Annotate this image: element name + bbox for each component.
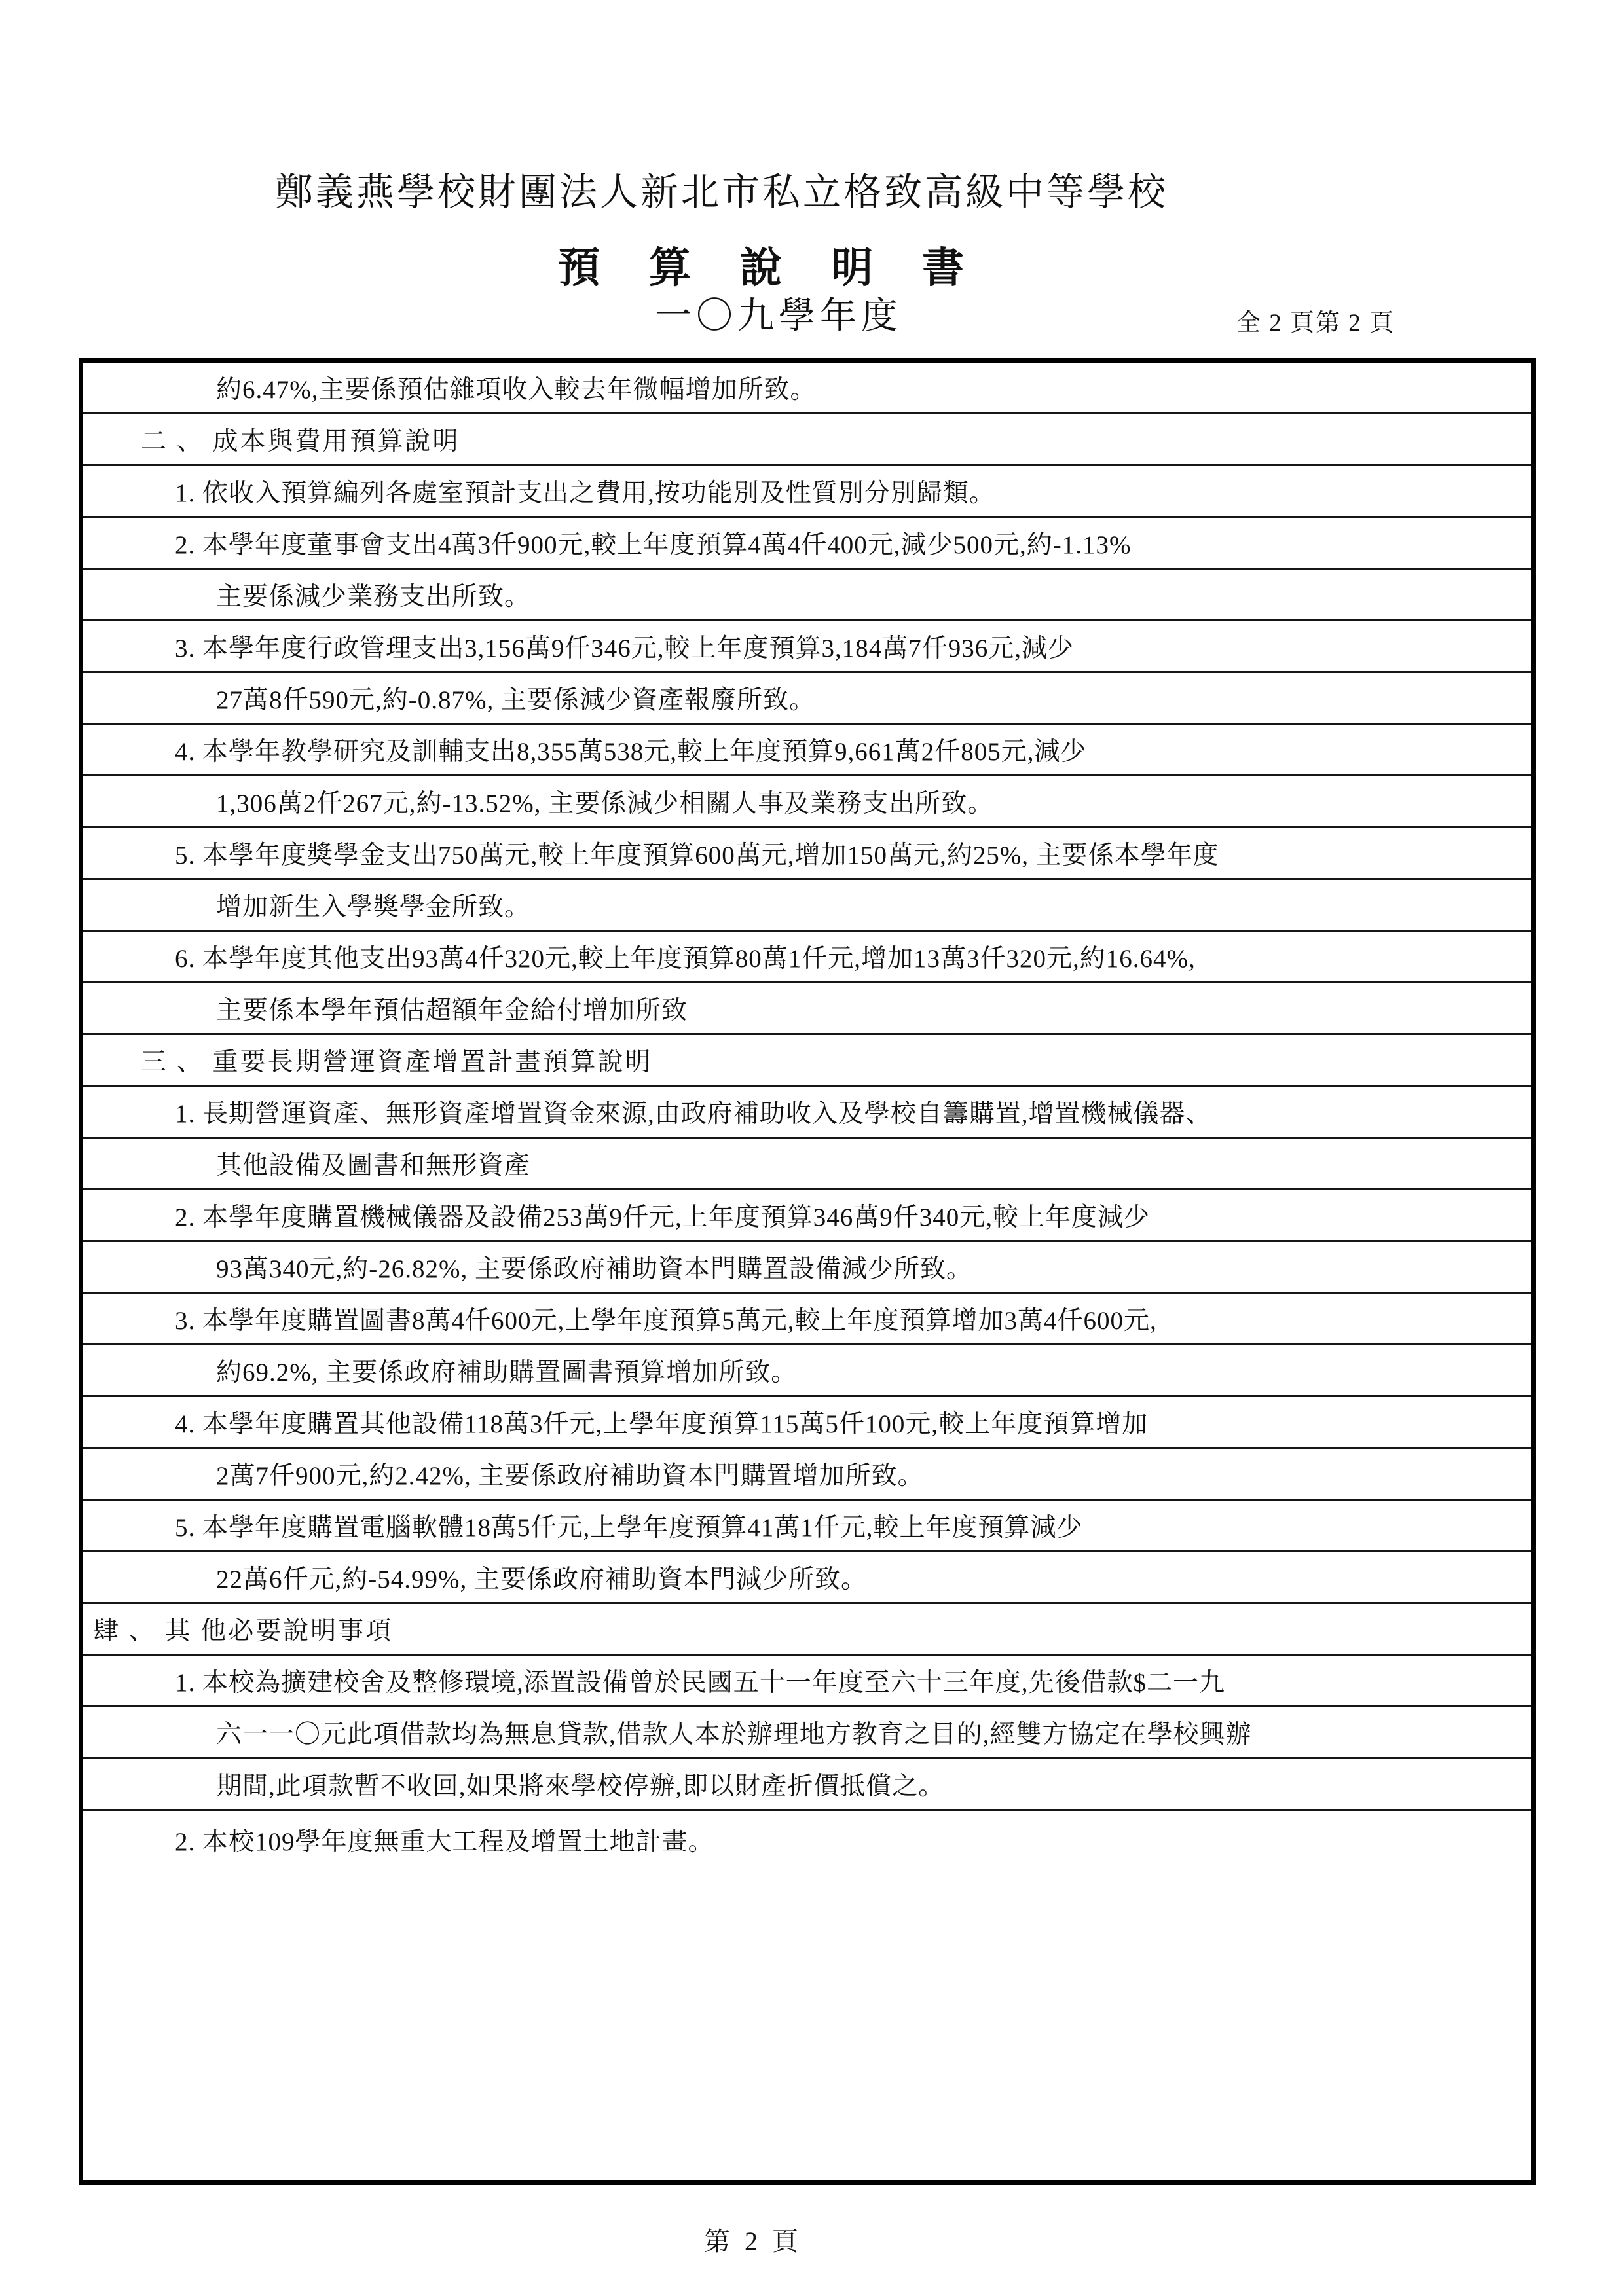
table-row	[83, 1087, 1531, 1139]
row-text: 六一一〇元此項借款均為無息貸款,借款人本於辦理地方教育之目的,經雙方協定在學校興辦	[216, 1721, 1252, 1749]
row-text: 增加新生入學獎學金所致。	[216, 893, 531, 921]
row-text: 6. 本學年度其他支出93萬4仟320元,較上年度預算80萬1仟元,增加13萬3仟320元,約16.64%,	[175, 945, 1196, 973]
row-text: 2. 本學年度購置機械儀器及設備253萬9仟元,上年度預算346萬9仟340元,較上年度減少	[175, 1203, 1151, 1231]
row-text: 1. 長期營運資產、無形資產增置資金來源,由政府補助收入及學校自籌購置,增置機械儀器、	[175, 1100, 1212, 1128]
row-text: 三 、 重要長期營運資產增置計畫預算說明	[141, 1048, 653, 1076]
table-row	[83, 1604, 1531, 1656]
table-row	[83, 363, 1531, 414]
row-text: 2. 本學年度董事會支出4萬3仟900元,較上年度預算4萬4仟400元,減少500元,約-1.13%	[175, 531, 1132, 559]
table-row	[83, 828, 1531, 880]
row-text: 93萬340元,約-26.82%, 主要係政府補助資本門購置設備減少所致。	[216, 1255, 972, 1283]
row-text: 2萬7仟900元,約2.42%, 主要係政府補助資本門購置增加所致。	[216, 1462, 924, 1490]
table-row	[83, 1501, 1531, 1552]
table-row	[83, 570, 1531, 621]
row-text: 4. 本學年教學研究及訓輔支出8,355萬538元,較上年度預算9,661萬2仟805元,減少	[175, 738, 1087, 766]
row-text: 1,306萬2仟267元,約-13.52%, 主要係減少相關人事及業務支出所致。	[216, 790, 994, 818]
school-name: 鄭義燕學校財團法人新北市私立格致高級中等學校	[275, 171, 1169, 213]
row-text: 主要係減少業務支出所致。	[216, 583, 531, 611]
page-number: 第 2 頁	[704, 2227, 802, 2256]
table-row	[83, 1345, 1531, 1397]
table-row	[83, 466, 1531, 518]
table-row	[83, 1397, 1531, 1449]
row-text: 5. 本學年度獎學金支出750萬元,較上年度預算600萬元,增加150萬元,約25%, 主要係本學年度	[175, 841, 1219, 869]
page-footer	[0, 2221, 1506, 2258]
row-text: 肆 、 其 他必要說明事項	[93, 1617, 394, 1645]
table-row	[83, 1811, 1531, 2180]
table-row	[83, 1139, 1531, 1190]
table-row	[83, 1294, 1531, 1345]
page-count-info: 全 2 頁第 2 頁	[1236, 310, 1395, 337]
row-text: 期間,此項款暫不收回,如果將來學校停辦,即以財產折價抵償之。	[216, 1772, 945, 1800]
table-row	[83, 1035, 1531, 1087]
table-row	[83, 725, 1531, 776]
row-text: 1. 本校為擴建校舍及整修環境,添置設備曾於民國五十一年度至六十三年度,先後借款$二一九	[175, 1669, 1226, 1697]
row-text: 27萬8仟590元,約-0.87%, 主要係減少資產報廢所致。	[216, 686, 815, 714]
row-text: 5. 本學年度購置電腦軟體18萬5仟元,上學年度預算41萬1仟元,較上年度預算減少	[175, 1514, 1083, 1542]
row-text: 二 、 成本與費用預算說明	[141, 428, 460, 456]
table-row	[83, 414, 1531, 466]
row-text: 1. 依收入預算編列各處室預計支出之費用,按功能別及性質別分別歸類。	[175, 479, 995, 507]
table-row	[83, 673, 1531, 725]
table-row	[83, 518, 1531, 570]
row-text: 主要係本學年預估超額年金給付增加所致	[216, 996, 688, 1025]
row-text: 約6.47%,主要係預估雜項收入較去年微幅增加所致。	[216, 376, 817, 404]
table-row	[83, 1656, 1531, 1707]
academic-year: 一〇九學年度	[655, 296, 902, 337]
table-row	[83, 1552, 1531, 1604]
table-row	[83, 1707, 1531, 1759]
table-row	[83, 621, 1531, 673]
row-text: 約69.2%, 主要係政府補助購置圖書預算增加所致。	[216, 1358, 798, 1387]
row-text: 2. 本校109學年度無重大工程及增置土地計畫。	[175, 1828, 714, 1856]
row-text: 3. 本學年度行政管理支出3,156萬9仟346元,較上年度預算3,184萬7仟936元,減少	[175, 634, 1075, 663]
table-row	[83, 1242, 1531, 1294]
table-row	[83, 1759, 1531, 1811]
row-text: 3. 本學年度購置圖書8萬4仟600元,上學年度預算5萬元,較上年度預算增加3萬4仟600元,	[175, 1307, 1157, 1335]
row-text: 22萬6仟元,約-54.99%, 主要係政府補助資本門減少所致。	[216, 1565, 867, 1594]
document-title: 預算說明書	[558, 245, 1013, 291]
table-row	[83, 1449, 1531, 1501]
row-text: 4. 本學年度購置其他設備118萬3仟元,上學年度預算115萬5仟100元,較上年度預算增加	[175, 1410, 1149, 1438]
table-row	[83, 983, 1531, 1035]
budget-notes-table	[79, 358, 1536, 2185]
row-text: 其他設備及圖書和無形資產	[216, 1152, 531, 1180]
table-row	[83, 1190, 1531, 1242]
table-row	[83, 880, 1531, 932]
table-row	[83, 932, 1531, 983]
table-row	[83, 776, 1531, 828]
